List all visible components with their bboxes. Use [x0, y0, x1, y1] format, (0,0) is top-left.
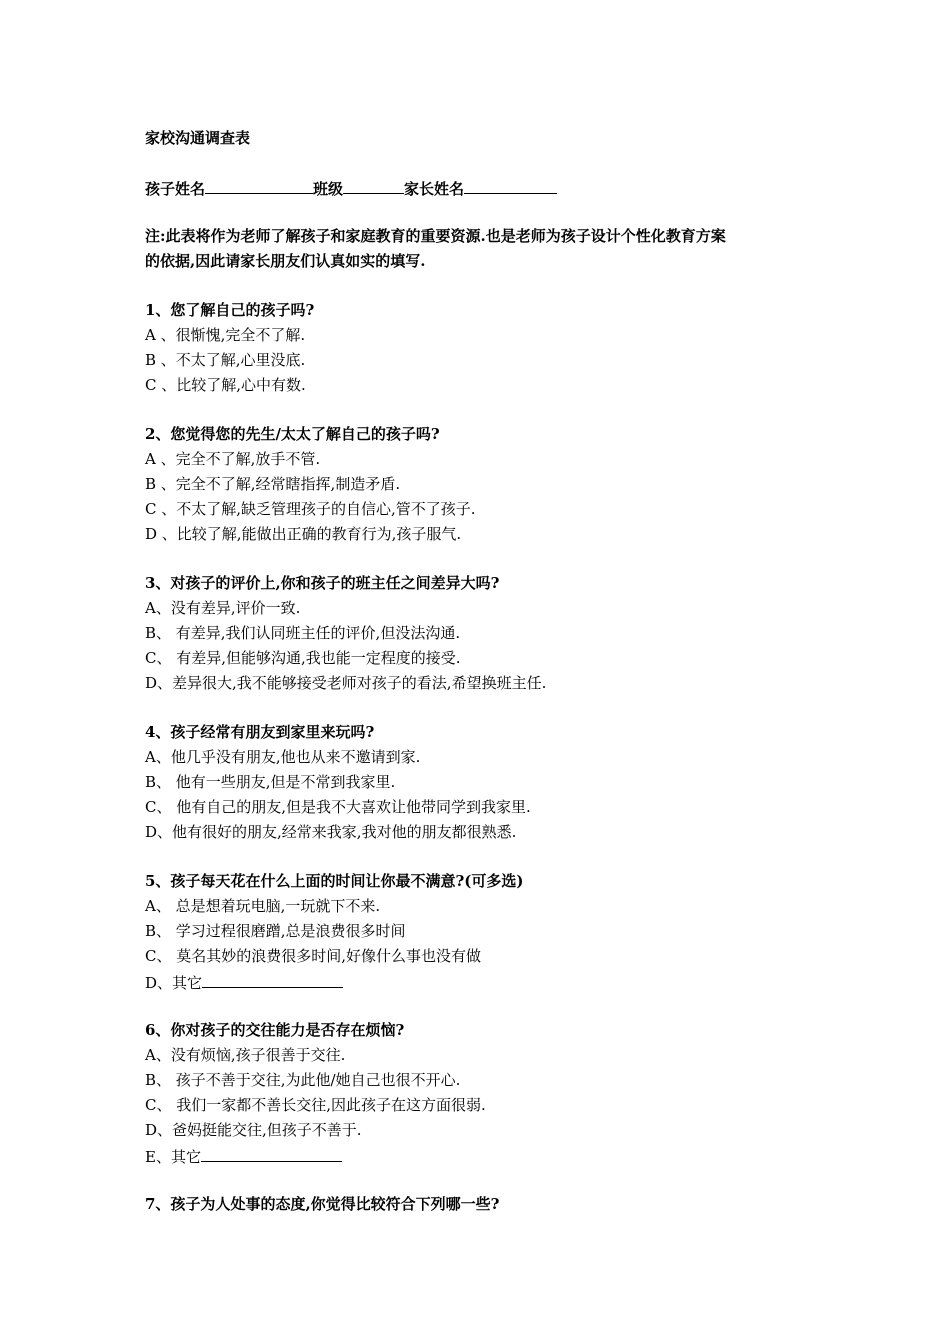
option-item: A、他几乎没有朋友,他也从来不邀请到家.: [145, 748, 421, 766]
question-block: [145, 298, 825, 398]
other-answer-field[interactable]: [201, 1143, 342, 1162]
option-item: B 、不太了解,心里没底.: [145, 351, 306, 369]
question-title: 6、你对孩子的交往能力是否存在烦恼?: [145, 1021, 405, 1039]
note-line: 的依据,因此请家长朋友们认真如实的填写.: [145, 252, 426, 270]
option-item: C、 他有自己的朋友,但是我不大喜欢让他带同学到我家里.: [145, 798, 531, 816]
option-label: D、其它: [145, 974, 203, 992]
question-block: [145, 869, 825, 994]
option-item: B 、完全不了解,经常瞎指挥,制造矛盾.: [145, 475, 401, 493]
info-row: [145, 175, 825, 200]
option-item: A、 总是想着玩电脑,一玩就下不来.: [145, 897, 381, 915]
page-title: 家校沟通调查表: [145, 129, 251, 147]
option-item: C 、不太了解,缺乏管理孩子的自信心,管不了孩子.: [145, 500, 476, 518]
option-item: D、他有很好的朋友,经常来我家,我对他的朋友都很熟悉.: [145, 823, 517, 841]
option-item: C 、比较了解,心中有数.: [145, 376, 306, 394]
parent-name-label: 家长姓名: [404, 180, 465, 198]
option-item: [145, 1143, 825, 1168]
child-name-label: 孩子姓名: [145, 180, 206, 198]
option-item: B、 孩子不善于交往,为此他/她自己也很不开心.: [145, 1071, 461, 1089]
option-item: C、 我们一家都不善长交往,因此孩子在这方面很弱.: [145, 1096, 486, 1114]
option-item: A、没有烦恼,孩子很善于交往.: [145, 1046, 346, 1064]
question-title: 4、孩子经常有朋友到家里来玩吗?: [145, 723, 375, 741]
option-item: C、 有差异,但能够沟通,我也能一定程度的接受.: [145, 649, 461, 667]
question-block: [145, 1192, 825, 1217]
question-title: 2、您觉得您的先生/太太了解自己的孩子吗?: [145, 425, 440, 443]
child-name-field[interactable]: [205, 175, 313, 194]
option-item: [145, 969, 825, 994]
question-block: [145, 422, 825, 547]
question-title: 1、您了解自己的孩子吗?: [145, 301, 315, 319]
class-field[interactable]: [343, 175, 404, 194]
other-answer-field[interactable]: [202, 969, 343, 988]
question-title: 7、孩子为人处事的态度,你觉得比较符合下列哪一些?: [145, 1195, 500, 1213]
question-title: 3、对孩子的评价上,你和孩子的班主任之间差异大吗?: [145, 574, 500, 592]
note-paragraph: [145, 224, 825, 274]
question-block: [145, 571, 825, 696]
survey-document: [145, 126, 825, 1241]
option-item: D、差异很大,我不能够接受老师对孩子的看法,希望换班主任.: [145, 674, 547, 692]
option-item: A 、完全不了解,放手不管.: [145, 450, 321, 468]
option-label: E、其它: [145, 1148, 201, 1166]
option-item: D 、比较了解,能做出正确的教育行为,孩子服气.: [145, 525, 462, 543]
option-item: B、 有差异,我们认同班主任的评价,但没法沟通.: [145, 624, 461, 642]
question-title: 5、孩子每天花在什么上面的时间让你最不满意?(可多选): [145, 872, 524, 890]
option-item: A、没有差异,评价一致.: [145, 599, 301, 617]
parent-name-field[interactable]: [464, 175, 557, 194]
option-item: D、爸妈挺能交往,但孩子不善于.: [145, 1121, 362, 1139]
option-item: C、 莫名其妙的浪费很多时间,好像什么事也没有做: [145, 947, 482, 965]
class-label: 班级: [313, 180, 344, 198]
note-line: 注:此表将作为老师了解孩子和家庭教育的重要资源.也是老师为孩子设计个性化教育方案: [145, 227, 726, 245]
option-item: B、 他有一些朋友,但是不常到我家里.: [145, 773, 396, 791]
option-item: A 、很惭愧,完全不了解.: [145, 326, 306, 344]
question-block: [145, 720, 825, 845]
question-block: [145, 1018, 825, 1168]
option-item: B、 学习过程很磨蹭,总是浪费很多时间: [145, 922, 406, 940]
